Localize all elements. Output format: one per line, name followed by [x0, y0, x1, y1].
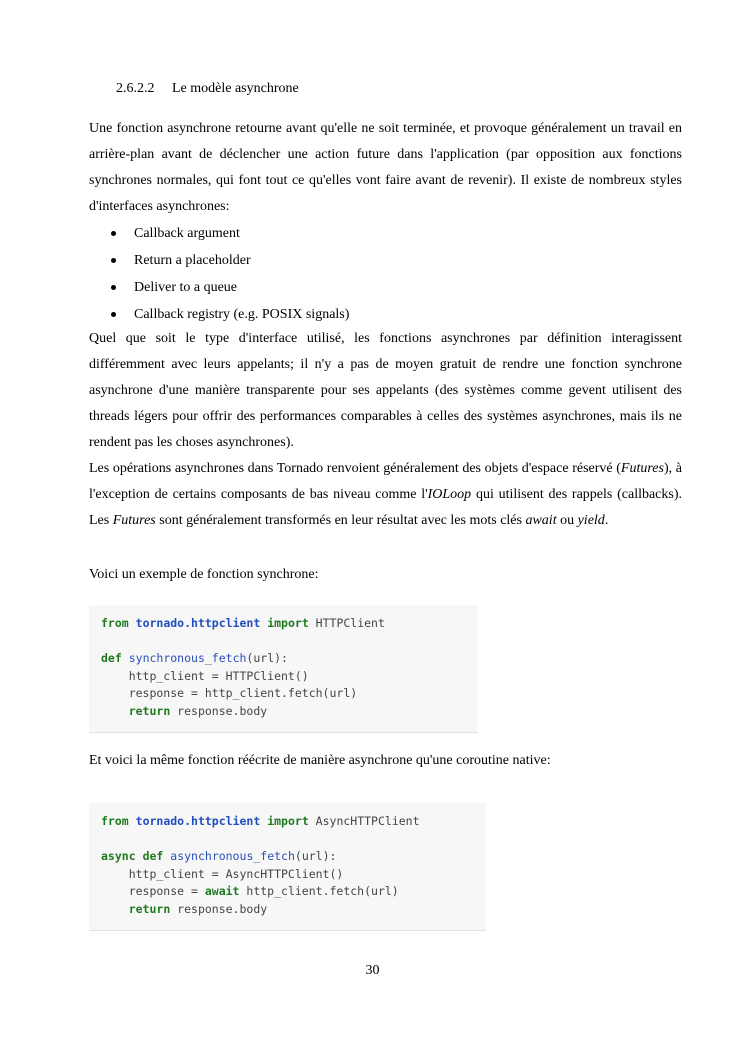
bullet-icon	[111, 231, 116, 236]
list-item: Callback registry (e.g. POSIX signals)	[89, 301, 682, 328]
bullet-icon	[111, 258, 116, 263]
page-number: 30	[365, 963, 380, 978]
sync-code-block: from tornado.httpclient import HTTPClient def synchronous_fetch(url): http_client = HTTPClient() response = http_client.fetch(url) return response.body	[89, 605, 478, 733]
interface-styles-list	[89, 220, 682, 328]
bullet-icon	[111, 312, 116, 317]
list-item: Return a placeholder	[89, 247, 682, 274]
async-example-caption: Et voici la même fonction réécrite de manière asynchrone qu'une coroutine native:	[89, 753, 551, 768]
ioloop-term: IOLoop	[427, 487, 472, 502]
async-code-block: from tornado.httpclient import AsyncHTTPClient async def asynchronous_fetch(url): http_client = AsyncHTTPClient() response = await http_client.fetch(url) return response.body	[89, 803, 486, 931]
tornado-paragraph: Les opérations asynchrones dans Tornado renvoient généralement des objets d'espace réservé (Futures), à l'exception de certains composants de bas niveau comme l'IOLoop qui utilisent des rappels (callbacks). Les Futures sont généralement transformés en leur résultat avec les mots clés await ou yield.	[89, 461, 683, 528]
section-heading	[116, 79, 299, 99]
section-number: 2.6.2.2	[116, 81, 155, 96]
await-term: await	[525, 513, 557, 528]
intro-paragraph: Une fonction asynchrone retourne avant qu'elle ne soit terminée, et provoque généralement un travail en arrière-plan avant de déclencher une action future dans l'application (par opposition aux fonctions synchrones normales, qui font tout ce qu'elles vont faire avant de revenir). Il existe de nombreux styles d'interfaces asynchrones:	[89, 121, 682, 214]
sync-example-caption: Voici un exemple de fonction synchrone:	[89, 567, 319, 582]
list-item: Deliver to a queue	[89, 274, 682, 301]
futures-term: Futures	[620, 461, 664, 476]
futures-term: Futures	[112, 513, 156, 528]
list-item: Callback argument	[89, 220, 682, 247]
interfaces-paragraph: Quel que soit le type d'interface utilisé, les fonctions asynchrones par définition interagissent différemment avec leurs appelants; il n'y a pas de moyen gratuit de rendre une fonction synchrone asynchrone d'une manière transparente pour ses appelants (des systèmes comme gevent utilisent des threads légers pour offrir des performances comparables à celles des systèmes asynchrones, mais ils ne rendent pas les choses asynchrones).	[89, 331, 682, 450]
yield-term: yield	[577, 513, 605, 528]
bullet-icon	[111, 285, 116, 290]
section-title: Le modèle asynchrone	[172, 81, 299, 96]
